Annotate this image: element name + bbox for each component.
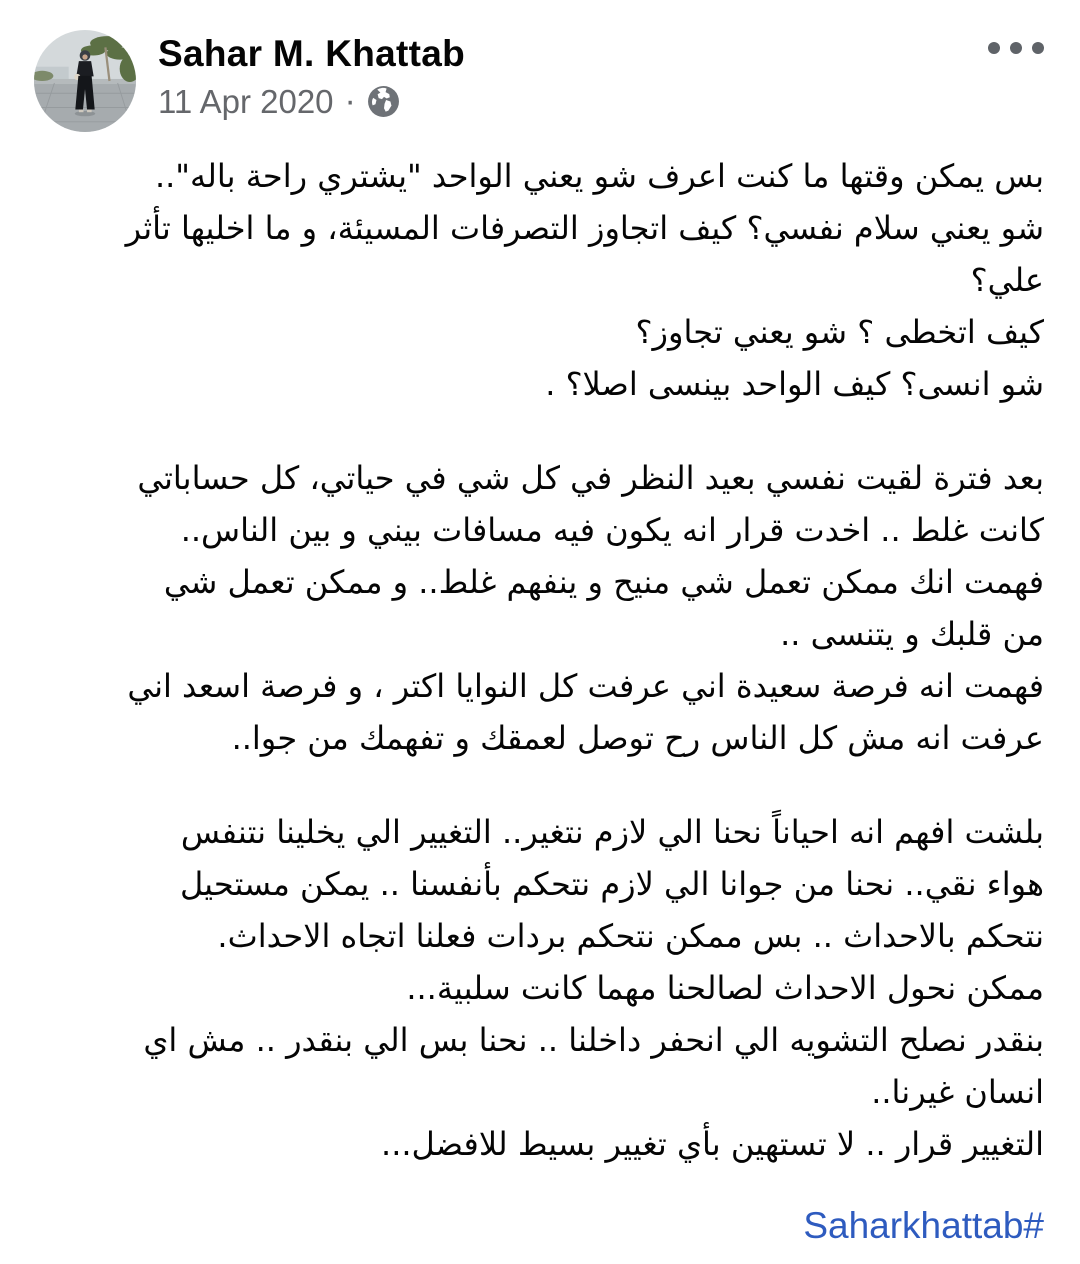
profile-photo [34, 30, 136, 132]
post-text-line: كيف اتخطى ؟ شو يعني تجاوز؟ [635, 313, 1044, 351]
post-text-line: فهمت انه فرصة سعيدة اني عرفت كل النوايا اكتر ، و فرصة اسعد اني [127, 667, 1044, 705]
post-date[interactable]: 11 Apr 2020 [158, 82, 334, 120]
post-text-line: من قلبك و يتنسى .. [780, 615, 1044, 653]
post-text-line: علي؟ [970, 261, 1044, 299]
ellipsis-dot [1032, 42, 1044, 54]
post-paragraph [36, 452, 1044, 764]
hashtag-row [0, 1200, 1080, 1252]
avatar[interactable] [34, 30, 136, 132]
post-text-line: بس يمكن وقتها ما كنت اعرف شو يعني الواحد "يشتري راحة باله".. [154, 157, 1044, 195]
ellipsis-dot [988, 42, 1000, 54]
post-text-line: شو يعني سلام نفسي؟ كيف اتجاوز التصرفات المسيئة، و ما اخليها تأثر [125, 209, 1044, 247]
post-body [0, 132, 1080, 1170]
globe-privacy-icon [367, 85, 400, 118]
ellipsis-icon [988, 42, 1044, 54]
post-text-line: ممكن نحول الاحداث لصالحنا مهما كانت سلبية... [406, 969, 1044, 1007]
post-text-line: شو انسى؟ كيف الواحد بينسى اصلا؟ . [545, 365, 1044, 403]
post-text-line: نتحكم بالاحداث .. بس ممكن نتحكم بردات فعلنا اتجاه الاحداث. [217, 917, 1044, 955]
post-text-line: كانت غلط .. اخدت قرار انه يكون فيه مسافات بيني و بين الناس.. [180, 511, 1044, 549]
post-meta [158, 82, 465, 121]
post-paragraph [36, 806, 1044, 1170]
hashtag-link[interactable]: #Saharkhattab [803, 1205, 1044, 1246]
post-text-line: عرفت انه مش كل الناس رح توصل لعمقك و تفهمك من جوا.. [231, 719, 1044, 757]
post-text-line: هواء نقي.. نحنا من جوانا الي لازم نتحكم بأنفسنا .. يمكن مستحيل [179, 865, 1044, 903]
author-name[interactable]: Sahar M. Khattab [158, 33, 466, 74]
post-text-line: فهمت انك ممكن تعمل شي منيح و ينفهم غلط.. و ممكن تعمل شي [163, 563, 1044, 601]
more-options-button[interactable] [980, 34, 1052, 62]
post-text-line: التغيير قرار .. لا تستهين بأي تغيير بسيط للافضل... [381, 1125, 1044, 1163]
post-header [0, 0, 1080, 132]
meta-separator: · [344, 82, 356, 121]
ellipsis-dot [1010, 42, 1022, 54]
post-paragraph [36, 150, 1044, 410]
post-text-line: بلشت افهم انه احياناً نحنا الي لازم نتغير.. التغيير الي يخلينا نتنفس [180, 813, 1044, 851]
post-text-line: بنقدر نصلح التشويه الي انحفر داخلنا .. نحنا بس الي بنقدر .. مش اي [143, 1021, 1044, 1059]
header-info [158, 30, 466, 121]
post-text-line: انسان غيرنا.. [871, 1073, 1044, 1111]
post-text-line: بعد فترة لقيت نفسي بعيد النظر في كل شي في حياتي، كل حساباتي [137, 459, 1044, 497]
